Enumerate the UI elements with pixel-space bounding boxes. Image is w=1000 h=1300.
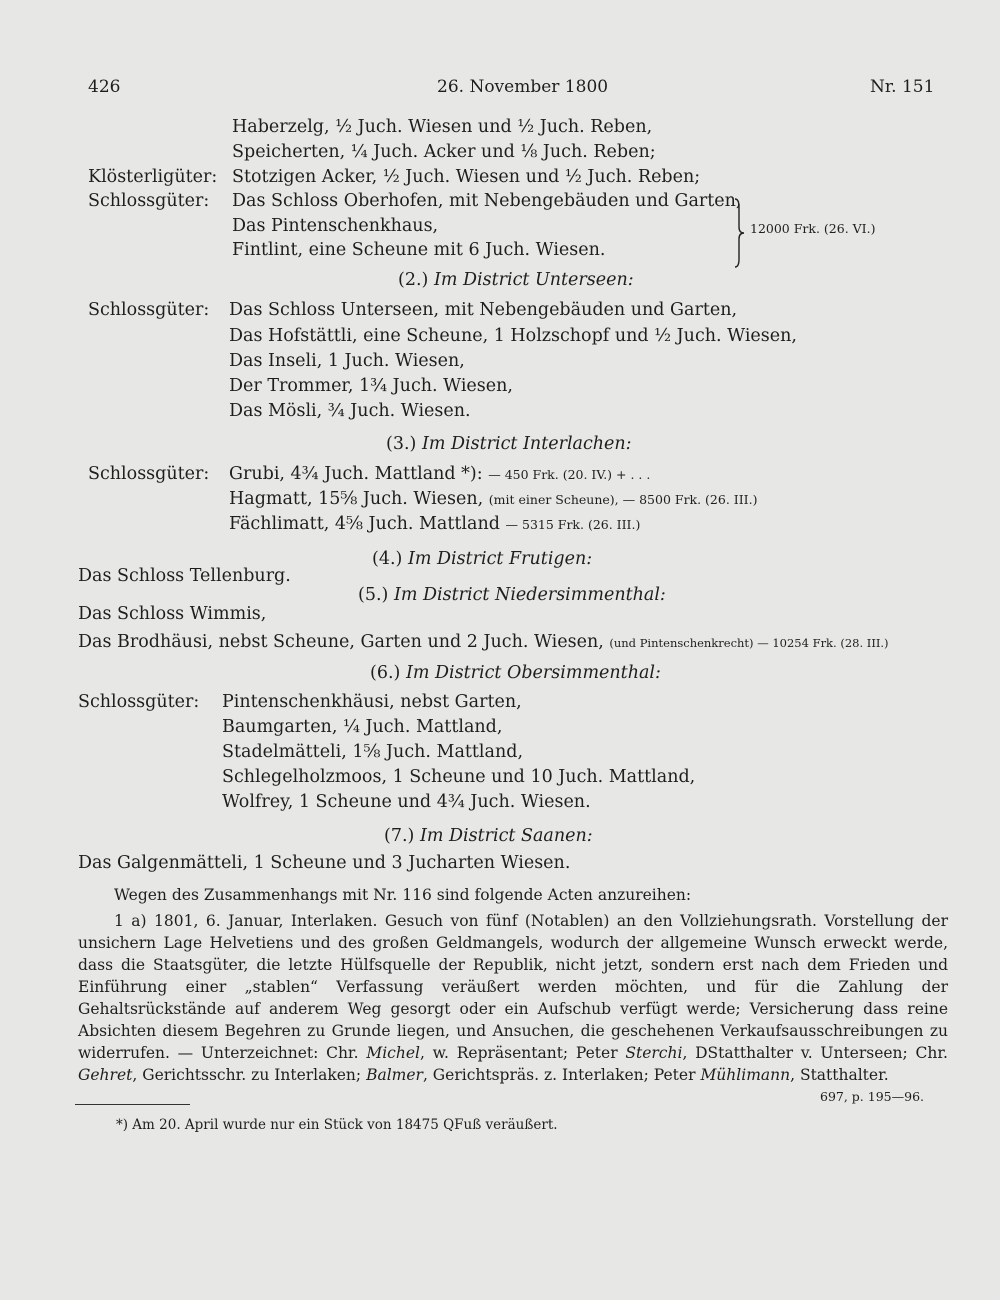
signatory-name: Mühlimann — [700, 1066, 791, 1084]
list-item: Fintlint, eine Scheune mit 6 Juch. Wiesen. — [232, 240, 606, 260]
list-item: Stadelmätteli, 1⅝ Juch. Mattland, — [222, 742, 524, 762]
category-label: Schlossgüter: — [88, 300, 210, 320]
price-note: — 5315 Frk. (26. III.) — [505, 517, 641, 532]
list-item: Fächlimatt, 4⅝ Juch. Mattland — 5315 Frk. (26. III.) — [229, 514, 641, 534]
section-number: (5.) — [358, 585, 389, 605]
section-heading — [358, 584, 666, 606]
list-item: Das Pintenschenkhaus, — [232, 216, 439, 236]
document-number: Nr. 151 — [870, 77, 935, 97]
category-label: Schlossgüter: — [78, 692, 200, 712]
footnote-divider — [75, 1104, 190, 1105]
section-title: Im District Unterseen: — [433, 270, 634, 290]
list-item: Das Schloss Unterseen, mit Nebengebäuden und Garten, — [229, 300, 738, 320]
list-item: Das Brodhäusi, nebst Scheune, Garten und 2 Juch. Wiesen, (und Pintenschenkrecht) — 10254 Frk. (28. III.) — [78, 632, 889, 652]
page-date: 26. November 1800 — [437, 77, 609, 97]
price-note: (mit einer Scheune), — 8500 Frk. (26. III.) — [488, 492, 758, 507]
section-number: (3.) — [386, 434, 417, 454]
price-note: — 450 Frk. (20. IV.) + . . . — [488, 467, 651, 482]
section-number: (4.) — [372, 549, 403, 569]
section-heading — [398, 269, 634, 291]
price-note: 12000 Frk. (26. VI.) — [750, 221, 876, 236]
section-number: (2.) — [398, 270, 429, 290]
list-item: Das Mösli, ¾ Juch. Wiesen. — [229, 401, 471, 421]
section-title: Im District Interlachen: — [421, 434, 632, 454]
brace-icon — [733, 197, 745, 269]
category-label: Schlossgüter: — [88, 191, 210, 211]
list-item: Das Galgenmätteli, 1 Scheune und 3 Jucharten Wiesen. — [78, 853, 571, 873]
list-item: Speicherten, ¼ Juch. Acker und ⅛ Juch. Reben; — [232, 142, 656, 162]
footnote: *) Am 20. April wurde nur ein Stück von 18475 QFuß veräußert. — [116, 1117, 558, 1133]
price-note: (und Pintenschenkrecht) — 10254 Frk. (28. III.) — [609, 636, 889, 650]
section-number: (7.) — [384, 826, 415, 846]
section-title: Im District Saanen: — [419, 826, 593, 846]
section-title: Im District Frutigen: — [407, 549, 593, 569]
document-body — [78, 884, 948, 1108]
intro-paragraph: Wegen des Zusammenhangs mit Nr. 116 sind folgende Acten anzureihen: — [114, 886, 692, 904]
section-title: Im District Niedersimmenthal: — [393, 585, 666, 605]
list-item: Pintenschenkhäusi, nebst Garten, — [222, 692, 522, 712]
list-item: Schlegelholzmoos, 1 Scheune und 10 Juch. Mattland, — [222, 767, 696, 787]
list-item: Das Schloss Tellenburg. — [78, 566, 291, 586]
list-item: Der Trommer, 1¾ Juch. Wiesen, — [229, 376, 513, 396]
archive-reference: 697, p. 195—96. — [820, 1089, 924, 1104]
list-item: Das Hofstättli, eine Scheune, 1 Holzschopf und ½ Juch. Wiesen, — [229, 326, 797, 346]
section-title: Im District Obersimmenthal: — [405, 663, 661, 683]
section-heading — [370, 662, 661, 684]
list-item: Das Inseli, 1 Juch. Wiesen, — [229, 351, 465, 371]
signatory-name: Sterchi — [625, 1044, 683, 1062]
list-item: Hagmatt, 15⅝ Juch. Wiesen, (mit einer Scheune), — 8500 Frk. (26. III.) — [229, 489, 758, 509]
section-heading — [372, 548, 592, 570]
section-heading — [386, 433, 632, 455]
summary-paragraph: 1 a) 1801, 6. Januar, Interlaken. Gesuch von fünf (Notablen) an den Vollziehungsrath. Vorstellung der unsichern Lage Helvetiens und des großen Geldmangels, wodurch der allgemeine Wunsch erweckt werde, dass die Staatsgüter, die letzte Hülfsquelle der Republik, nicht jetzt, sondern erst nach dem Frieden und Einführung einer „stablen“ Verfassung veräußert werden möchten, und für die Zahlung der Gehaltsrückstände auf anderem Weg gesorgt oder ein Aufschub verfügt werde; Versicherung dass reine Absichten diesem Begehren zu Grunde liegen, und Ansuchen, die geschehenen Verkaufsausschreibungen zu widerrufen. — Unterzeichnet: Chr. Michel, w. Repräsentant; Peter Sterchi, DStatthalter v. Unterseen; Chr. Gehret, Gerichtsschr. zu Interlaken; Balmer, Gerichtspräs. z. Interlaken; Peter Mühlimann, Statthalter. 697, p. 195—96. — [78, 910, 948, 1086]
signatory-name: Balmer — [366, 1066, 423, 1084]
list-item: Wolfrey, 1 Scheune und 4¾ Juch. Wiesen. — [222, 792, 591, 812]
category-label: Klösterligüter: — [88, 167, 218, 187]
list-item: Baumgarten, ¼ Juch. Mattland, — [222, 717, 503, 737]
list-item: Das Schloss Oberhofen, mit Nebengebäuden und Garten, — [232, 191, 742, 211]
section-heading — [384, 825, 593, 847]
list-item: Grubi, 4¾ Juch. Mattland *): — 450 Frk. (20. IV.) + . . . — [229, 464, 651, 484]
page-number: 426 — [88, 77, 121, 97]
section-number: (6.) — [370, 663, 401, 683]
list-item: Das Schloss Wimmis, — [78, 604, 267, 624]
signatory-name: Michel — [366, 1044, 420, 1062]
list-item: Haberzelg, ½ Juch. Wiesen und ½ Juch. Reben, — [232, 117, 653, 137]
list-item: Stotzigen Acker, ½ Juch. Wiesen und ½ Juch. Reben; — [232, 167, 701, 187]
category-label: Schlossgüter: — [88, 464, 210, 484]
signatory-name: Gehret — [78, 1066, 133, 1084]
